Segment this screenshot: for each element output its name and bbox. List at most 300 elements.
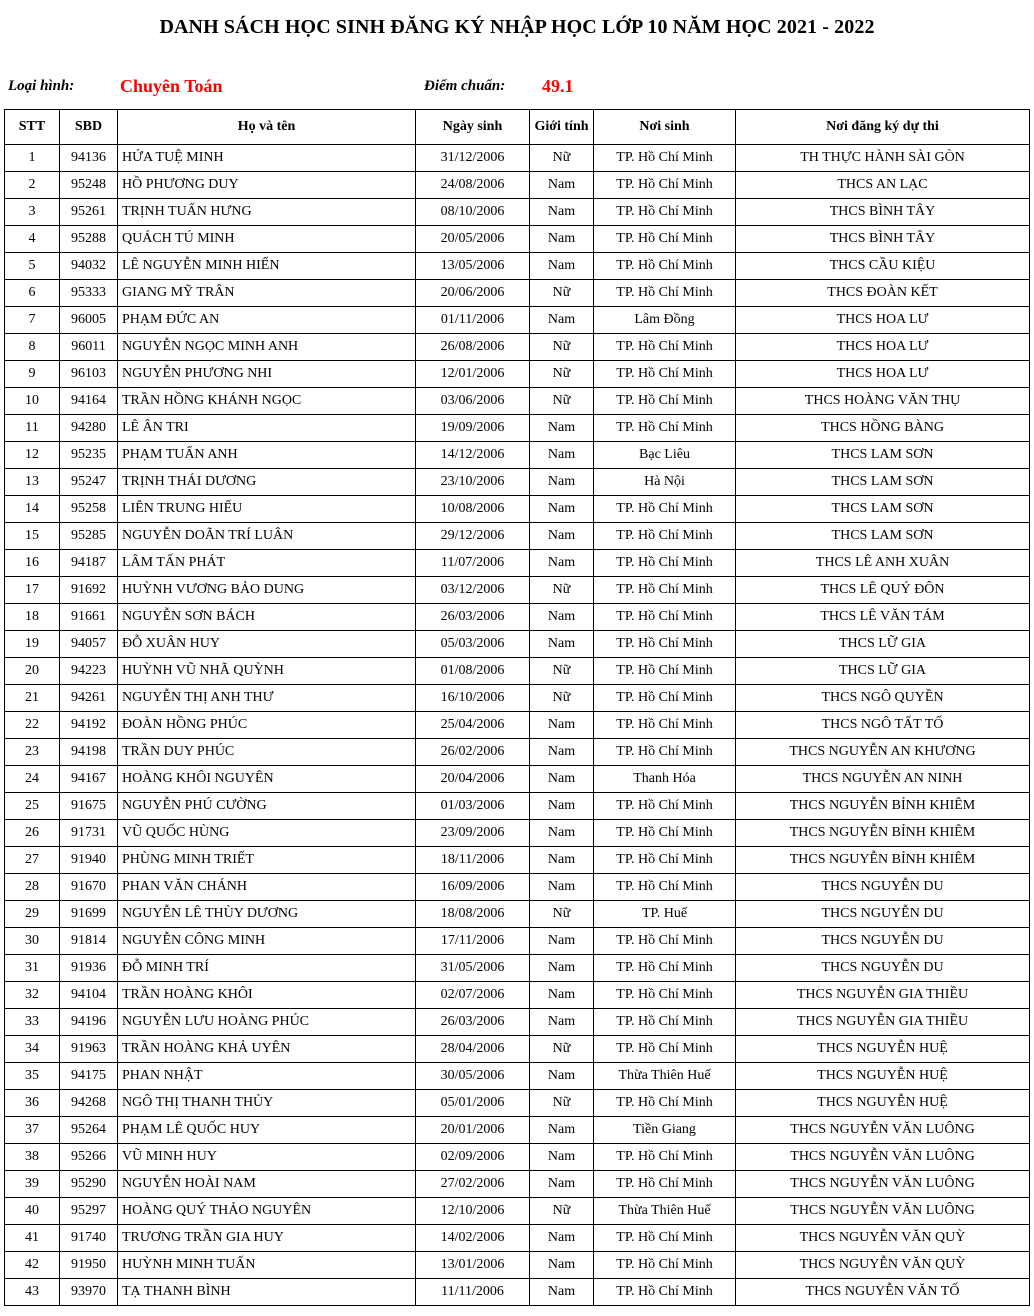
- cell-dob: 13/01/2006: [416, 1252, 530, 1279]
- cell-birthplace: TP. Hồ Chí Minh: [594, 334, 736, 361]
- table-row: [5, 1090, 1030, 1117]
- cell-sbd: 95258: [60, 496, 118, 523]
- cell-dob: 02/07/2006: [416, 982, 530, 1009]
- cell-dob: 31/12/2006: [416, 145, 530, 172]
- cell-name: HUỲNH MINH TUẤN: [118, 1252, 416, 1279]
- cell-dob: 20/04/2006: [416, 766, 530, 793]
- cell-stt: 24: [5, 766, 60, 793]
- cell-dob: 28/04/2006: [416, 1036, 530, 1063]
- header-name: Họ và tên: [118, 110, 416, 145]
- cell-school: THCS NGUYỄN DU: [736, 955, 1030, 982]
- cell-stt: 9: [5, 361, 60, 388]
- cell-birthplace: TP. Hồ Chí Minh: [594, 874, 736, 901]
- cell-gender: Nam: [530, 469, 594, 496]
- cell-gender: Nam: [530, 847, 594, 874]
- cell-gender: Nữ: [530, 577, 594, 604]
- cell-school: THCS LỮ GIA: [736, 631, 1030, 658]
- cell-school: THCS NGUYỄN VĂN QUỲ: [736, 1225, 1030, 1252]
- cell-stt: 35: [5, 1063, 60, 1090]
- cell-sbd: 95333: [60, 280, 118, 307]
- cell-school: THCS BÌNH TÂY: [736, 226, 1030, 253]
- cell-stt: 14: [5, 496, 60, 523]
- cell-sbd: 91675: [60, 793, 118, 820]
- cell-school: THCS HOÀNG VĂN THỤ: [736, 388, 1030, 415]
- cell-stt: 37: [5, 1117, 60, 1144]
- cell-dob: 18/08/2006: [416, 901, 530, 928]
- cell-sbd: 91731: [60, 820, 118, 847]
- cell-school: THCS NGUYỄN DU: [736, 928, 1030, 955]
- table-row: [5, 901, 1030, 928]
- cell-stt: 33: [5, 1009, 60, 1036]
- cell-gender: Nữ: [530, 685, 594, 712]
- cell-stt: 13: [5, 469, 60, 496]
- cell-birthplace: TP. Hồ Chí Minh: [594, 550, 736, 577]
- cell-school: THCS HOA LƯ: [736, 307, 1030, 334]
- cell-gender: Nam: [530, 442, 594, 469]
- cell-sbd: 95248: [60, 172, 118, 199]
- cell-gender: Nữ: [530, 361, 594, 388]
- cell-stt: 3: [5, 199, 60, 226]
- cell-name: HOÀNG KHÔI NGUYÊN: [118, 766, 416, 793]
- cell-birthplace: TP. Hồ Chí Minh: [594, 658, 736, 685]
- cell-name: TRƯƠNG TRẦN GIA HUY: [118, 1225, 416, 1252]
- cell-dob: 12/01/2006: [416, 361, 530, 388]
- cell-birthplace: TP. Hồ Chí Minh: [594, 226, 736, 253]
- table-row: [5, 982, 1030, 1009]
- cell-dob: 26/03/2006: [416, 1009, 530, 1036]
- cell-dob: 01/11/2006: [416, 307, 530, 334]
- header-dob: Ngày sinh: [416, 110, 530, 145]
- cell-school: THCS NGUYỄN DU: [736, 874, 1030, 901]
- cell-school: THCS NGUYỄN DU: [736, 901, 1030, 928]
- cell-stt: 30: [5, 928, 60, 955]
- cell-school: THCS LÊ ANH XUÂN: [736, 550, 1030, 577]
- cell-dob: 31/05/2006: [416, 955, 530, 982]
- cell-name: TẠ THANH BÌNH: [118, 1279, 416, 1306]
- cell-school: THCS HỒNG BÀNG: [736, 415, 1030, 442]
- cell-dob: 26/02/2006: [416, 739, 530, 766]
- cell-school: THCS ĐOÀN KẾT: [736, 280, 1030, 307]
- cell-birthplace: Lâm Đồng: [594, 307, 736, 334]
- header-sbd: SBD: [60, 110, 118, 145]
- cell-gender: Nữ: [530, 658, 594, 685]
- table-row: [5, 685, 1030, 712]
- cell-birthplace: TP. Hồ Chí Minh: [594, 1252, 736, 1279]
- cell-stt: 1: [5, 145, 60, 172]
- cell-stt: 22: [5, 712, 60, 739]
- cell-sbd: 93970: [60, 1279, 118, 1306]
- cell-name: ĐOÀN HỒNG PHÚC: [118, 712, 416, 739]
- cell-sbd: 95290: [60, 1171, 118, 1198]
- cell-gender: Nam: [530, 415, 594, 442]
- table-row: [5, 820, 1030, 847]
- table-row: [5, 1144, 1030, 1171]
- type-label: Loại hình:: [8, 78, 75, 94]
- cell-gender: Nam: [530, 631, 594, 658]
- cell-school: THCS NGUYỄN HUỆ: [736, 1063, 1030, 1090]
- cell-sbd: 95288: [60, 226, 118, 253]
- cell-school: THCS LAM SƠN: [736, 496, 1030, 523]
- cell-stt: 26: [5, 820, 60, 847]
- cell-dob: 10/08/2006: [416, 496, 530, 523]
- cell-sbd: 95297: [60, 1198, 118, 1225]
- cell-dob: 20/05/2006: [416, 226, 530, 253]
- cell-stt: 42: [5, 1252, 60, 1279]
- cell-school: THCS LÊ VĂN TÁM: [736, 604, 1030, 631]
- cell-birthplace: TP. Hồ Chí Minh: [594, 280, 736, 307]
- cell-stt: 17: [5, 577, 60, 604]
- cell-dob: 25/04/2006: [416, 712, 530, 739]
- cell-school: THCS LÊ QUÝ ĐÔN: [736, 577, 1030, 604]
- cell-sbd: 91963: [60, 1036, 118, 1063]
- cell-gender: Nam: [530, 253, 594, 280]
- cell-name: HUỲNH VƯƠNG BẢO DUNG: [118, 577, 416, 604]
- cell-gender: Nam: [530, 523, 594, 550]
- cell-sbd: 96011: [60, 334, 118, 361]
- cell-gender: Nam: [530, 1009, 594, 1036]
- cell-stt: 36: [5, 1090, 60, 1117]
- cell-stt: 43: [5, 1279, 60, 1306]
- table-row: [5, 1063, 1030, 1090]
- cell-stt: 7: [5, 307, 60, 334]
- cell-school: THCS NGUYỄN GIA THIỀU: [736, 1009, 1030, 1036]
- cell-gender: Nữ: [530, 1036, 594, 1063]
- cell-sbd: 94136: [60, 145, 118, 172]
- cell-name: VŨ MINH HUY: [118, 1144, 416, 1171]
- cell-gender: Nam: [530, 1225, 594, 1252]
- cell-name: NGUYỄN CÔNG MINH: [118, 928, 416, 955]
- cell-gender: Nam: [530, 928, 594, 955]
- cell-name: PHAN VĂN CHÁNH: [118, 874, 416, 901]
- cell-dob: 03/06/2006: [416, 388, 530, 415]
- cell-school: THCS NGUYỄN VĂN QUỲ: [736, 1252, 1030, 1279]
- cell-gender: Nam: [530, 1252, 594, 1279]
- cell-sbd: 94032: [60, 253, 118, 280]
- cell-school: THCS NGUYỄN VĂN LUÔNG: [736, 1144, 1030, 1171]
- cell-dob: 01/08/2006: [416, 658, 530, 685]
- cell-birthplace: Thanh Hóa: [594, 766, 736, 793]
- cell-gender: Nam: [530, 550, 594, 577]
- cell-stt: 38: [5, 1144, 60, 1171]
- cell-gender: Nam: [530, 793, 594, 820]
- header-school: Nơi đăng ký dự thi: [736, 110, 1030, 145]
- cell-name: NGUYỄN HOÀI NAM: [118, 1171, 416, 1198]
- cell-name: HỨA TUỆ MINH: [118, 145, 416, 172]
- cell-stt: 31: [5, 955, 60, 982]
- table-row: [5, 226, 1030, 253]
- cell-dob: 26/08/2006: [416, 334, 530, 361]
- cell-name: PHẠM TUẤN ANH: [118, 442, 416, 469]
- cell-sbd: 95261: [60, 199, 118, 226]
- cell-stt: 19: [5, 631, 60, 658]
- table-row: [5, 847, 1030, 874]
- cell-stt: 18: [5, 604, 60, 631]
- cell-birthplace: TP. Hồ Chí Minh: [594, 1009, 736, 1036]
- cell-dob: 05/01/2006: [416, 1090, 530, 1117]
- cell-birthplace: TP. Hồ Chí Minh: [594, 847, 736, 874]
- cell-birthplace: TP. Hồ Chí Minh: [594, 199, 736, 226]
- cell-birthplace: Hà Nội: [594, 469, 736, 496]
- cell-name: PHẠM ĐỨC AN: [118, 307, 416, 334]
- cell-sbd: 96103: [60, 361, 118, 388]
- table-row: [5, 928, 1030, 955]
- cell-sbd: 95285: [60, 523, 118, 550]
- cell-school: THCS NGUYỄN GIA THIỀU: [736, 982, 1030, 1009]
- cell-school: THCS NGÔ TẤT TỐ: [736, 712, 1030, 739]
- table-row: [5, 793, 1030, 820]
- cell-stt: 10: [5, 388, 60, 415]
- cell-dob: 08/10/2006: [416, 199, 530, 226]
- cell-name: NGUYỄN LƯU HOÀNG PHÚC: [118, 1009, 416, 1036]
- cell-birthplace: Tiền Giang: [594, 1117, 736, 1144]
- cell-stt: 21: [5, 685, 60, 712]
- table-row: [5, 874, 1030, 901]
- student-table: [4, 109, 1030, 1306]
- cell-sbd: 94196: [60, 1009, 118, 1036]
- cell-stt: 29: [5, 901, 60, 928]
- cell-gender: Nam: [530, 172, 594, 199]
- cell-school: THCS NGUYỄN VĂN LUÔNG: [736, 1117, 1030, 1144]
- cell-sbd: 95235: [60, 442, 118, 469]
- cell-school: THCS HOA LƯ: [736, 334, 1030, 361]
- cell-birthplace: TP. Hồ Chí Minh: [594, 415, 736, 442]
- table-row: [5, 469, 1030, 496]
- cell-sbd: 91670: [60, 874, 118, 901]
- cell-dob: 20/01/2006: [416, 1117, 530, 1144]
- cell-stt: 2: [5, 172, 60, 199]
- page-title: DANH SÁCH HỌC SINH ĐĂNG KÝ NHẬP HỌC LỚP 10 NĂM HỌC 2021 - 2022: [159, 16, 875, 38]
- table-row: [5, 496, 1030, 523]
- cell-name: TRẦN HOÀNG KHÔI: [118, 982, 416, 1009]
- cell-name: TRỊNH TUẤN HƯNG: [118, 199, 416, 226]
- table-row: [5, 631, 1030, 658]
- cell-birthplace: TP. Hồ Chí Minh: [594, 631, 736, 658]
- cell-dob: 23/10/2006: [416, 469, 530, 496]
- cell-gender: Nữ: [530, 388, 594, 415]
- cell-gender: Nữ: [530, 334, 594, 361]
- table-row: [5, 1117, 1030, 1144]
- cell-stt: 39: [5, 1171, 60, 1198]
- cell-name: PHÙNG MINH TRIẾT: [118, 847, 416, 874]
- cell-birthplace: TP. Hồ Chí Minh: [594, 145, 736, 172]
- cell-gender: Nữ: [530, 280, 594, 307]
- cell-sbd: 91940: [60, 847, 118, 874]
- meta-info: [0, 76, 1034, 100]
- cell-dob: 05/03/2006: [416, 631, 530, 658]
- table-row: [5, 253, 1030, 280]
- score-value: 49.1: [542, 76, 574, 96]
- cell-gender: Nam: [530, 739, 594, 766]
- cell-school: THCS NGUYỄN HUỆ: [736, 1036, 1030, 1063]
- cell-school: THCS NGUYỄN BỈNH KHIÊM: [736, 820, 1030, 847]
- cell-sbd: 94268: [60, 1090, 118, 1117]
- table-row: [5, 415, 1030, 442]
- cell-dob: 29/12/2006: [416, 523, 530, 550]
- cell-stt: 6: [5, 280, 60, 307]
- cell-gender: Nam: [530, 1117, 594, 1144]
- cell-gender: Nữ: [530, 901, 594, 928]
- cell-name: NGUYỄN PHƯƠNG NHI: [118, 361, 416, 388]
- cell-birthplace: Bạc Liêu: [594, 442, 736, 469]
- cell-name: LÊ NGUYỄN MINH HIỂN: [118, 253, 416, 280]
- cell-birthplace: TP. Hồ Chí Minh: [594, 1036, 736, 1063]
- cell-name: TRẦN DUY PHÚC: [118, 739, 416, 766]
- cell-name: NGUYỄN THỊ ANH THƯ: [118, 685, 416, 712]
- cell-school: THCS NGUYỄN VĂN LUÔNG: [736, 1198, 1030, 1225]
- cell-sbd: 91950: [60, 1252, 118, 1279]
- cell-name: GIANG MỸ TRÂN: [118, 280, 416, 307]
- cell-sbd: 94223: [60, 658, 118, 685]
- cell-birthplace: TP. Hồ Chí Minh: [594, 1171, 736, 1198]
- cell-gender: Nam: [530, 604, 594, 631]
- cell-gender: Nam: [530, 712, 594, 739]
- header-gender: Giới tính: [530, 110, 594, 145]
- cell-name: VŨ QUỐC HÙNG: [118, 820, 416, 847]
- cell-name: HỒ PHƯƠNG DUY: [118, 172, 416, 199]
- cell-gender: Nam: [530, 199, 594, 226]
- cell-dob: 27/02/2006: [416, 1171, 530, 1198]
- cell-stt: 41: [5, 1225, 60, 1252]
- cell-school: TH THỰC HÀNH SÀI GÒN: [736, 145, 1030, 172]
- cell-birthplace: TP. Hồ Chí Minh: [594, 982, 736, 1009]
- cell-school: THCS NGUYỄN VĂN TỐ: [736, 1279, 1030, 1306]
- cell-name: ĐỖ MINH TRÍ: [118, 955, 416, 982]
- cell-name: QUÁCH TÚ MINH: [118, 226, 416, 253]
- cell-name: NGUYỄN SƠN BÁCH: [118, 604, 416, 631]
- cell-birthplace: TP. Hồ Chí Minh: [594, 739, 736, 766]
- cell-sbd: 94164: [60, 388, 118, 415]
- table-row: [5, 361, 1030, 388]
- cell-stt: 28: [5, 874, 60, 901]
- cell-gender: Nam: [530, 982, 594, 1009]
- cell-name: TRẦN HOÀNG KHẢ UYÊN: [118, 1036, 416, 1063]
- table-row: [5, 1036, 1030, 1063]
- cell-sbd: 94187: [60, 550, 118, 577]
- cell-birthplace: TP. Hồ Chí Minh: [594, 955, 736, 982]
- cell-stt: 11: [5, 415, 60, 442]
- cell-school: THCS CẦU KIỆU: [736, 253, 1030, 280]
- cell-name: HUỲNH VŨ NHÃ QUỲNH: [118, 658, 416, 685]
- cell-sbd: 94198: [60, 739, 118, 766]
- cell-stt: 40: [5, 1198, 60, 1225]
- cell-name: NGUYỄN NGỌC MINH ANH: [118, 334, 416, 361]
- cell-birthplace: TP. Hồ Chí Minh: [594, 172, 736, 199]
- table-row: [5, 388, 1030, 415]
- cell-school: THCS NGUYỄN BỈNH KHIÊM: [736, 793, 1030, 820]
- cell-birthplace: TP. Hồ Chí Minh: [594, 1279, 736, 1306]
- cell-dob: 12/10/2006: [416, 1198, 530, 1225]
- table-row: [5, 280, 1030, 307]
- cell-gender: Nam: [530, 1279, 594, 1306]
- cell-dob: 20/06/2006: [416, 280, 530, 307]
- cell-stt: 15: [5, 523, 60, 550]
- table-row: [5, 1171, 1030, 1198]
- header-birthplace: Nơi sinh: [594, 110, 736, 145]
- cell-sbd: 91661: [60, 604, 118, 631]
- cell-stt: 20: [5, 658, 60, 685]
- cell-school: THCS LỮ GIA: [736, 658, 1030, 685]
- cell-birthplace: TP. Hồ Chí Minh: [594, 496, 736, 523]
- cell-school: THCS NGÔ QUYỀN: [736, 685, 1030, 712]
- cell-sbd: 94192: [60, 712, 118, 739]
- cell-school: THCS NGUYỄN VĂN LUÔNG: [736, 1171, 1030, 1198]
- table-header-row: [5, 110, 1030, 145]
- cell-birthplace: TP. Hồ Chí Minh: [594, 577, 736, 604]
- cell-sbd: 91692: [60, 577, 118, 604]
- cell-birthplace: TP. Hồ Chí Minh: [594, 1090, 736, 1117]
- table-row: [5, 1009, 1030, 1036]
- cell-sbd: 91936: [60, 955, 118, 982]
- cell-birthplace: TP. Hồ Chí Minh: [594, 388, 736, 415]
- cell-name: TRẦN HỒNG KHÁNH NGỌC: [118, 388, 416, 415]
- cell-sbd: 94167: [60, 766, 118, 793]
- cell-school: THCS BÌNH TÂY: [736, 199, 1030, 226]
- cell-dob: 14/02/2006: [416, 1225, 530, 1252]
- cell-birthplace: TP. Hồ Chí Minh: [594, 712, 736, 739]
- cell-sbd: 91814: [60, 928, 118, 955]
- cell-school: THCS LAM SƠN: [736, 523, 1030, 550]
- cell-sbd: 94057: [60, 631, 118, 658]
- cell-dob: 16/10/2006: [416, 685, 530, 712]
- table-row: [5, 199, 1030, 226]
- cell-stt: 34: [5, 1036, 60, 1063]
- cell-school: THCS NGUYỄN BỈNH KHIÊM: [736, 847, 1030, 874]
- cell-dob: 16/09/2006: [416, 874, 530, 901]
- cell-stt: 25: [5, 793, 60, 820]
- cell-school: THCS NGUYỄN AN NINH: [736, 766, 1030, 793]
- cell-school: THCS HOA LƯ: [736, 361, 1030, 388]
- cell-gender: Nam: [530, 1063, 594, 1090]
- table-row: [5, 739, 1030, 766]
- cell-stt: 4: [5, 226, 60, 253]
- table-row: [5, 442, 1030, 469]
- cell-dob: 11/07/2006: [416, 550, 530, 577]
- cell-gender: Nam: [530, 496, 594, 523]
- cell-birthplace: TP. Hồ Chí Minh: [594, 793, 736, 820]
- cell-dob: 24/08/2006: [416, 172, 530, 199]
- cell-name: NGUYỄN PHÚ CƯỜNG: [118, 793, 416, 820]
- cell-birthplace: TP. Hồ Chí Minh: [594, 820, 736, 847]
- cell-sbd: 95247: [60, 469, 118, 496]
- type-value: Chuyên Toán: [120, 76, 223, 96]
- cell-sbd: 95266: [60, 1144, 118, 1171]
- header-stt: STT: [5, 110, 60, 145]
- cell-birthplace: TP. Hồ Chí Minh: [594, 1144, 736, 1171]
- cell-sbd: 94280: [60, 415, 118, 442]
- cell-name: NGUYỄN LÊ THÙY DƯƠNG: [118, 901, 416, 928]
- cell-dob: 14/12/2006: [416, 442, 530, 469]
- cell-birthplace: TP. Hồ Chí Minh: [594, 1225, 736, 1252]
- cell-sbd: 95264: [60, 1117, 118, 1144]
- cell-name: PHẠM LÊ QUỐC HUY: [118, 1117, 416, 1144]
- cell-sbd: 94261: [60, 685, 118, 712]
- cell-name: TRỊNH THÁI DƯƠNG: [118, 469, 416, 496]
- table-row: [5, 307, 1030, 334]
- cell-sbd: 91699: [60, 901, 118, 928]
- cell-birthplace: TP. Hồ Chí Minh: [594, 253, 736, 280]
- table-row: [5, 334, 1030, 361]
- table-row: [5, 172, 1030, 199]
- cell-name: NGUYỄN DOÃN TRÍ LUÂN: [118, 523, 416, 550]
- cell-dob: 26/03/2006: [416, 604, 530, 631]
- cell-stt: 8: [5, 334, 60, 361]
- cell-stt: 5: [5, 253, 60, 280]
- cell-gender: Nữ: [530, 1090, 594, 1117]
- cell-birthplace: TP. Huế: [594, 901, 736, 928]
- cell-gender: Nam: [530, 955, 594, 982]
- table-row: [5, 1279, 1030, 1306]
- cell-gender: Nam: [530, 1171, 594, 1198]
